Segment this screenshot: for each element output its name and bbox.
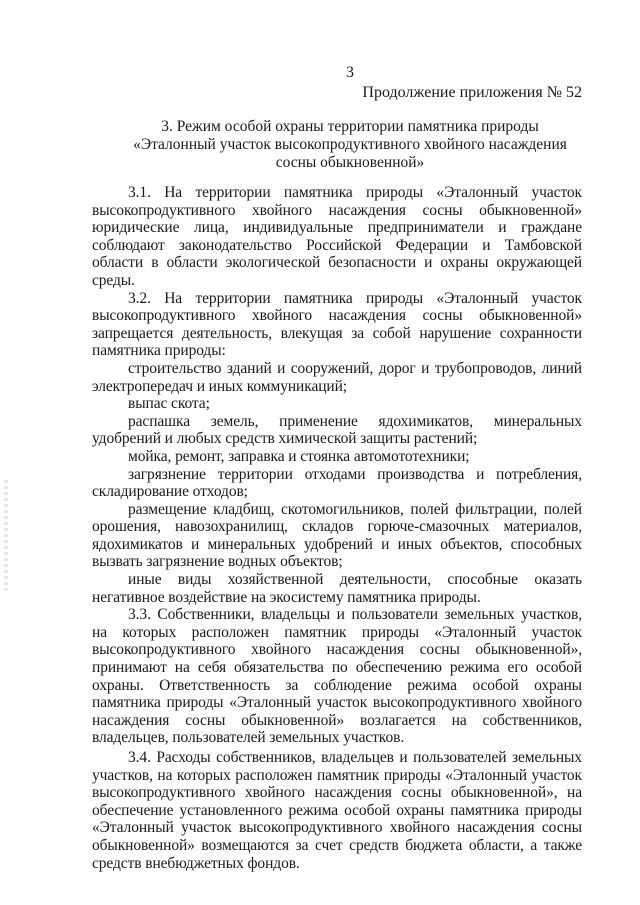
scan-edge-mark	[4, 480, 8, 590]
prohibition-item: размещение кладбищ, скотомогильников, полей фильтрации, полей орошения, навозохранилищ, складов горюче-смазочных материалов, ядохимикатов и минеральных удобрений и иных объектов, способных вызвать загрязнение водных объектов;	[92, 500, 582, 571]
section-title-line: 3. Режим особой охраны территории памятника природы	[161, 118, 539, 135]
document-body	[92, 184, 582, 872]
appendix-continuation-label: Продолжение приложения № 52	[362, 84, 582, 101]
paragraph-3-3: 3.3. Собственники, владельцы и пользователи земельных участков, на которых расположен памятник природы «Эталонный участок высокопродуктивного хвойного насаждения сосны обыкновенной», принимают на себя обязательства по обеспечению режима его особой охраны. Ответственность за соблюдение режима особой охраны памятника природы «Эталонный участок высокопродуктивного хвойного насаждения сосны обыкновенной» возлагается на собственников, владельцев, пользователей земельных участков.	[92, 606, 582, 747]
prohibition-item: выпас скота;	[128, 395, 210, 413]
section-title	[60, 118, 640, 172]
prohibition-item: распашка земель, применение ядохимикатов, минеральных удобрений и любых средств химической защиты растений;	[92, 412, 582, 448]
prohibition-item: мойка, ремонт, заправка и стоянка автомототехники;	[128, 447, 470, 465]
paragraph-3-4: 3.4. Расходы собственников, владельцев и пользователей земельных участков, на которых расположен памятник природы «Эталонный участок высокопродуктивного хвойного насаждения сосны обыкновенной», на обеспечение установленного режима особой охраны памятника природы «Эталонный участок высокопродуктивного хвойного насаждения сосны обыкновенной» возмещаются за счет средств бюджета области, а также средств внебюджетных фондов.	[92, 749, 582, 872]
paragraph-3-1: 3.1. На территории памятника природы «Эталонный участок высокопродуктивного хвойного насаждения сосны обыкновенной» юридические лица, индивидуальные предприниматели и граждане соблюдают законодательство Российской Федерации и Тамбовской области в области экологической безопасности и охраны окружающей среды.	[92, 184, 582, 289]
section-title-line: «Эталонный участок высокопродуктивного хвойного насаждения	[133, 136, 567, 153]
section-title-line: сосны обыкновенной»	[275, 154, 425, 171]
prohibition-item: иные виды хозяйственной деятельности, способные оказать негативное воздействие на экосистему памятника природы.	[92, 571, 582, 606]
prohibition-item: строительство зданий и сооружений, дорог и трубопроводов, линий электропередач и иных коммуникаций;	[92, 359, 582, 395]
prohibition-item: загрязнение территории отходами производства и потребления, складирование отходов;	[92, 465, 582, 501]
page-number: 3	[346, 64, 354, 81]
paragraph-3-2: 3.2. На территории памятника природы «Эталонный участок высокопродуктивного хвойного насаждения сосны обыкновенной» запрещается деятельность, влекущая за собой нарушение сохранности памятника природы:	[92, 289, 582, 360]
